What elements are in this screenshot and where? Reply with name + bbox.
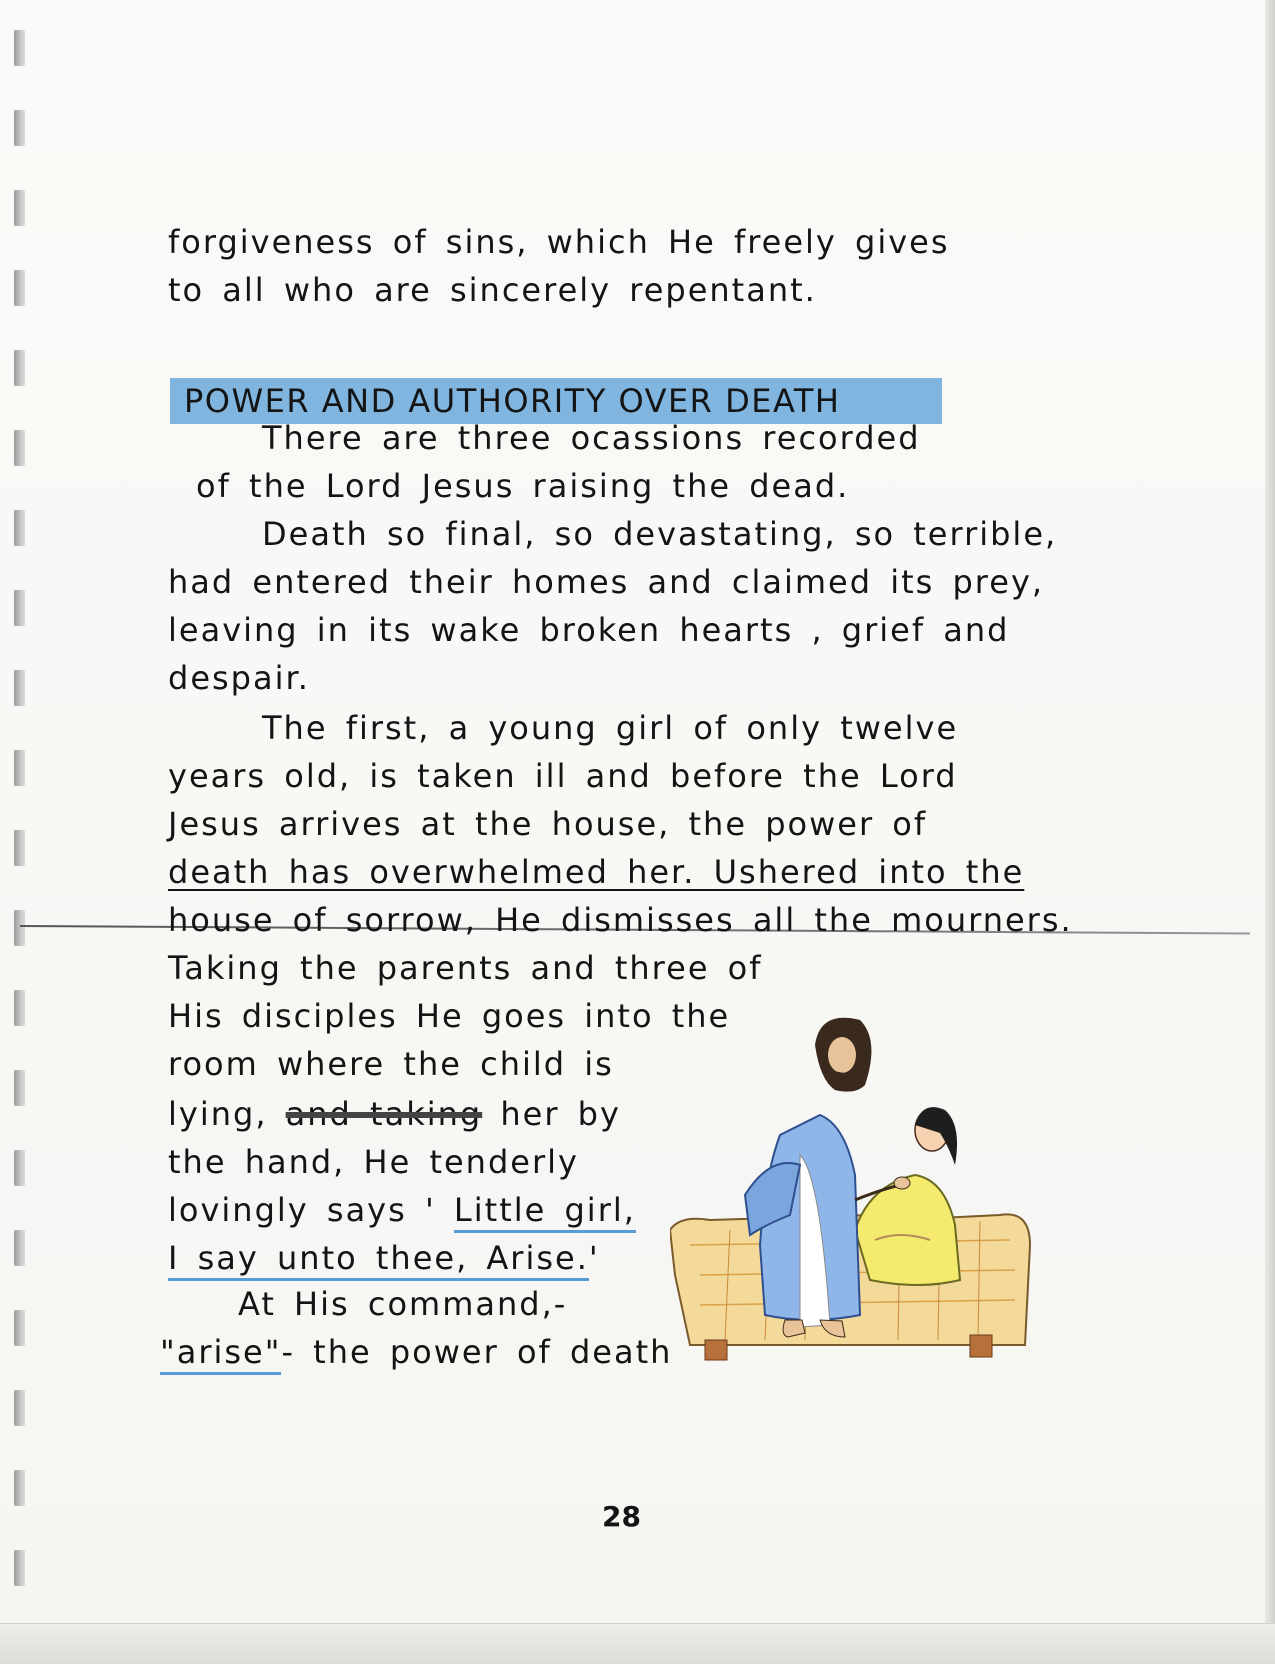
text-line: leaving in its wake broken hearts , grief and: [168, 611, 1010, 649]
text-line: Jesus arrives at the house, the power of: [168, 805, 928, 843]
text-fragment: ': [588, 1239, 600, 1277]
text-line: forgiveness of sins, which He freely gives: [168, 223, 950, 261]
text-fragment: lovingly says ': [168, 1191, 454, 1229]
underlined-text: Little girl,: [454, 1191, 636, 1233]
underlined-text: I say unto thee, Arise.: [168, 1239, 589, 1281]
text-fragment: - the power of death: [281, 1333, 673, 1371]
page-number: 28: [602, 1500, 641, 1533]
text-fragment: her by: [500, 1095, 621, 1133]
jesus-raising-girl-illustration: [670, 1015, 1100, 1445]
text-line: Death so final, so devastating, so terrible,: [262, 515, 1058, 553]
text-line: the hand, He tenderly: [168, 1143, 579, 1181]
text-line: years old, is taken ill and before the Lord: [168, 757, 958, 795]
text-line: [160, 1332, 672, 1372]
text-line: [168, 1238, 600, 1278]
text-line: [168, 1094, 621, 1134]
text-line: despair.: [168, 659, 310, 697]
page-edge-bottom: [0, 1623, 1275, 1664]
underlined-text: "arise": [160, 1333, 281, 1375]
page-edge-right: [1265, 0, 1275, 1664]
text-line: death has overwhelmed her. Ushered into the: [168, 853, 1025, 891]
text-line: of the Lord Jesus raising the dead.: [196, 467, 850, 505]
binding-holes: [14, 30, 28, 1600]
text-line: house of sorrow, He dismisses all the mourners.: [168, 901, 1073, 939]
text-line: At His command,-: [238, 1285, 568, 1323]
section-heading-text: POWER AND AUTHORITY OVER DEATH: [184, 382, 841, 420]
text-line: to all who are sincerely repentant.: [168, 271, 817, 309]
text-line: The first, a young girl of only twelve: [262, 709, 959, 747]
text-line: [168, 1190, 636, 1230]
scribbled-text: and taking: [285, 1095, 483, 1133]
text-line: His disciples He goes into the: [168, 997, 731, 1035]
text-line: room where the child is: [168, 1045, 614, 1083]
text-line: There are three ocassions recorded: [262, 419, 921, 457]
text-line: had entered their homes and claimed its prey,: [168, 563, 1045, 601]
text-fragment: lying,: [168, 1095, 268, 1133]
text-line: Taking the parents and three of: [168, 949, 763, 987]
